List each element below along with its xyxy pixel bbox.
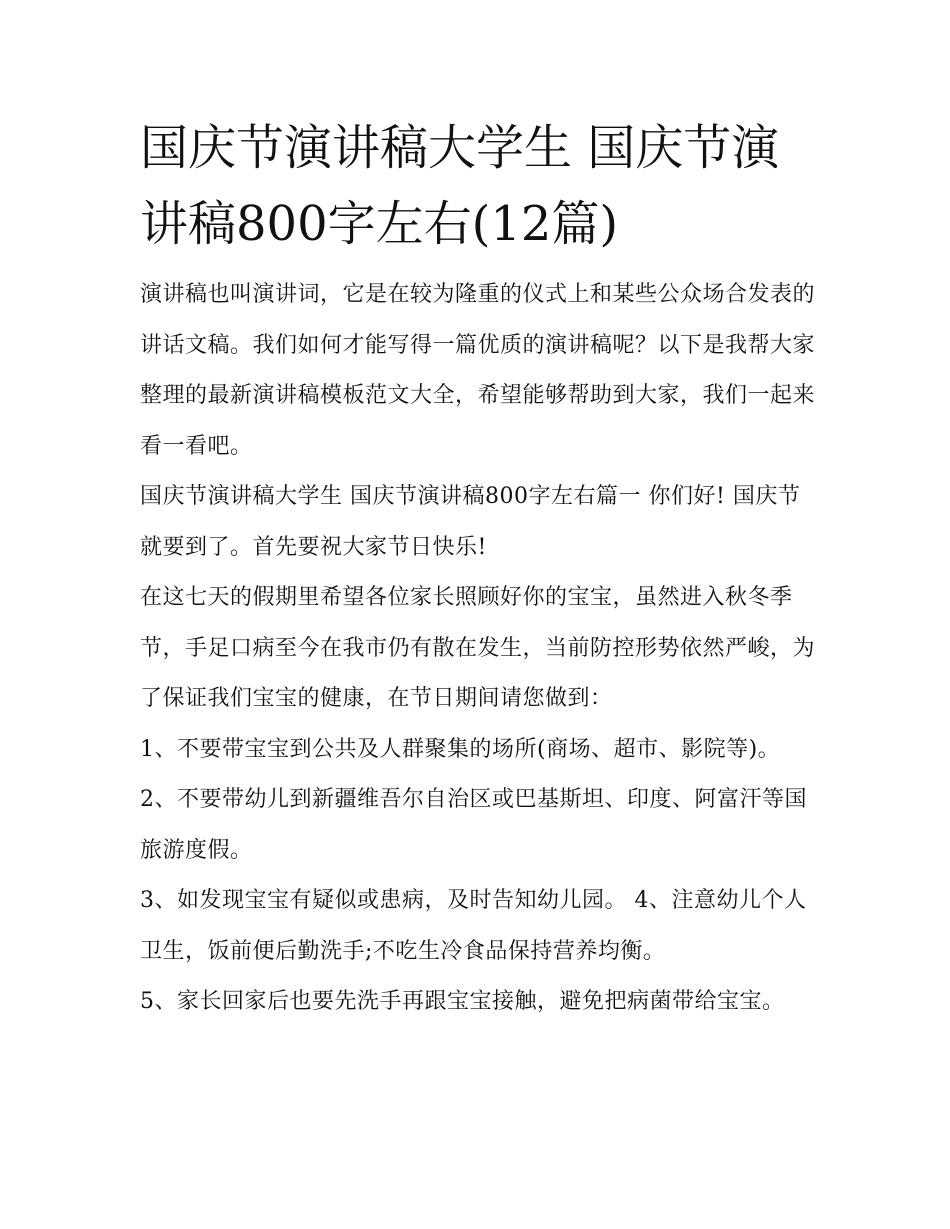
list-item-3-4: 3、如发现宝宝有疑似或患病，及时告知幼儿园。 4、注意幼儿个人卫生，饭前便后勤洗手;不吃生冷食品保持营养均衡。 [140, 888, 807, 964]
list-item-1-2: 1、不要带宝宝到公共及人群聚集的场所(商场、超市、影院等)。 2、不要带幼儿到新疆维吾尔自治区或巴基斯坦、印度、阿富汗等国旅游度假。 [140, 736, 807, 863]
document-page [140, 110, 820, 1028]
intro-paragraph: 演讲稿也叫演讲词，它是在较为隆重的仪式上和某些公众场合发表的讲话文稿。我们如何才能写得一篇优质的演讲稿呢？以下是我帮大家整理的最新演讲稿模板范文大全，希望能够帮助到大家，我们一起来看一看吧。 [140, 282, 816, 459]
list-item-5: 5、家长回家后也要先洗手再跟宝宝接触，避免把病菌带给宝宝。 [140, 989, 785, 1014]
document-title: 国庆节演讲稿大学生 国庆节演讲稿800字左右(12篇) [140, 120, 780, 252]
holiday-notice-paragraph: 在这七天的假期里希望各位家长照顾好你的宝宝，虽然进入秋冬季节，手足口病至今在我市仍有散在发生，当前防控形势依然严峻，为了保证我们宝宝的健康，在节日期间请您做到： [140, 585, 816, 711]
greeting-paragraph: 国庆节演讲稿大学生 国庆节演讲稿800字左右篇一 你们好! 国庆节就要到了。首先要祝大家节日快乐! [140, 484, 801, 560]
